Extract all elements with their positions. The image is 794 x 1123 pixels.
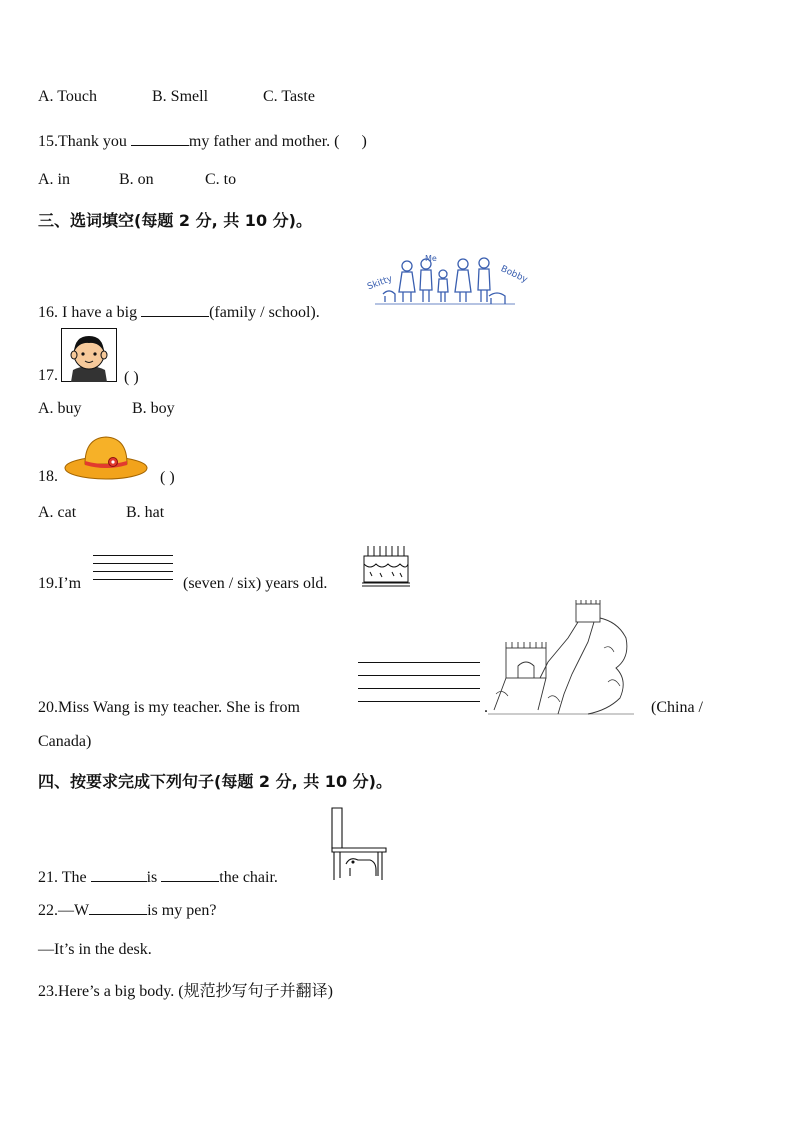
q17-option-b[interactable]: B. boy: [132, 400, 175, 417]
q15-number: 15.: [38, 133, 58, 150]
q22-text-pre: —W: [58, 902, 90, 919]
q14-options: [38, 87, 315, 107]
q22-question: [38, 898, 216, 921]
q18-paren[interactable]: ( ): [160, 469, 175, 486]
q16-blank[interactable]: [141, 300, 209, 317]
q15-blank[interactable]: [131, 129, 189, 146]
q19-text-pre: I’m: [58, 575, 82, 592]
q17-number: 17.: [38, 367, 58, 384]
q23-question: [38, 982, 333, 1002]
q21-text-pre: The: [58, 869, 87, 886]
q16-number: 16.: [38, 304, 58, 321]
chair-dog-image: [328, 806, 390, 881]
q20-choice-china: (China /: [651, 699, 703, 716]
q15-option-c[interactable]: C. to: [205, 171, 237, 188]
q22-number: 22.: [38, 902, 58, 919]
q23-text: Here’s a big body. (规范抄写句子并翻译): [58, 983, 333, 1000]
q20-writing-lines[interactable]: [358, 662, 480, 709]
q16-question: [38, 300, 320, 323]
q21-question: [38, 865, 278, 888]
q19-writing-lines[interactable]: [93, 555, 173, 587]
q20-choice-canada: Canada): [38, 733, 92, 750]
q14-option-a[interactable]: A. Touch: [38, 88, 98, 105]
q17-option-a[interactable]: A. buy: [38, 400, 82, 417]
q21-text-post: the chair.: [219, 869, 278, 886]
q17-options: [38, 399, 175, 419]
q21-blank-2[interactable]: [161, 865, 219, 882]
q20-dot: .: [484, 699, 488, 716]
q15-option-b[interactable]: B. on: [119, 171, 154, 188]
q18-options: [38, 503, 164, 523]
q14-option-b[interactable]: B. Smell: [152, 88, 209, 105]
q18-option-b[interactable]: B. hat: [126, 504, 165, 521]
q18-option-a[interactable]: A. cat: [38, 504, 77, 521]
q21-blank-1[interactable]: [91, 865, 147, 882]
q19-question: [38, 574, 81, 594]
q20-text-pre: Miss Wang is my teacher. She is from: [58, 699, 300, 716]
q15-question: [38, 129, 367, 152]
q16-choices: (family / school).: [209, 304, 320, 321]
q15-option-a[interactable]: A. in: [38, 171, 70, 188]
q17-paren[interactable]: ( ): [124, 369, 139, 386]
q15-paren-close: ): [361, 133, 367, 150]
q18-question: [38, 467, 58, 487]
q15-options: [38, 170, 236, 190]
q15-text-pre: Thank you: [58, 133, 127, 150]
q16-text-pre: I have a big: [58, 304, 138, 321]
section-3-heading: 三、选词填空(每题 2 分, 共 10 分)。: [38, 211, 312, 230]
q21-number: 21.: [38, 869, 58, 886]
q22-answer: —It’s in the desk.: [38, 941, 152, 958]
family-image: [365, 250, 529, 312]
bobby-label: Bobby: [498, 264, 529, 286]
q22-text-post: is my pen?: [147, 902, 217, 919]
q22-blank[interactable]: [89, 898, 147, 915]
q18-number: 18.: [38, 468, 58, 485]
q19-number: 19.: [38, 575, 58, 592]
q19-choices: (seven / six) years old.: [183, 575, 328, 592]
me-label: Me: [425, 254, 437, 263]
q23-number: 23.: [38, 983, 58, 1000]
great-wall-image: [488, 598, 634, 716]
q15-text-post: my father and mother. (: [188, 133, 340, 150]
boy-image: [61, 328, 117, 382]
section-4-heading: 四、按要求完成下列句子(每题 2 分, 共 10 分)。: [38, 772, 392, 791]
q20-question: [38, 698, 300, 718]
skitty-label: Skitty: [366, 274, 394, 293]
birthday-cake-image: [362, 542, 410, 587]
q14-option-c[interactable]: C. Taste: [263, 88, 315, 105]
hat-image: [63, 432, 149, 482]
q21-text-mid: is: [146, 869, 158, 886]
q17-question: [38, 366, 58, 386]
q20-number: 20.: [38, 699, 58, 716]
